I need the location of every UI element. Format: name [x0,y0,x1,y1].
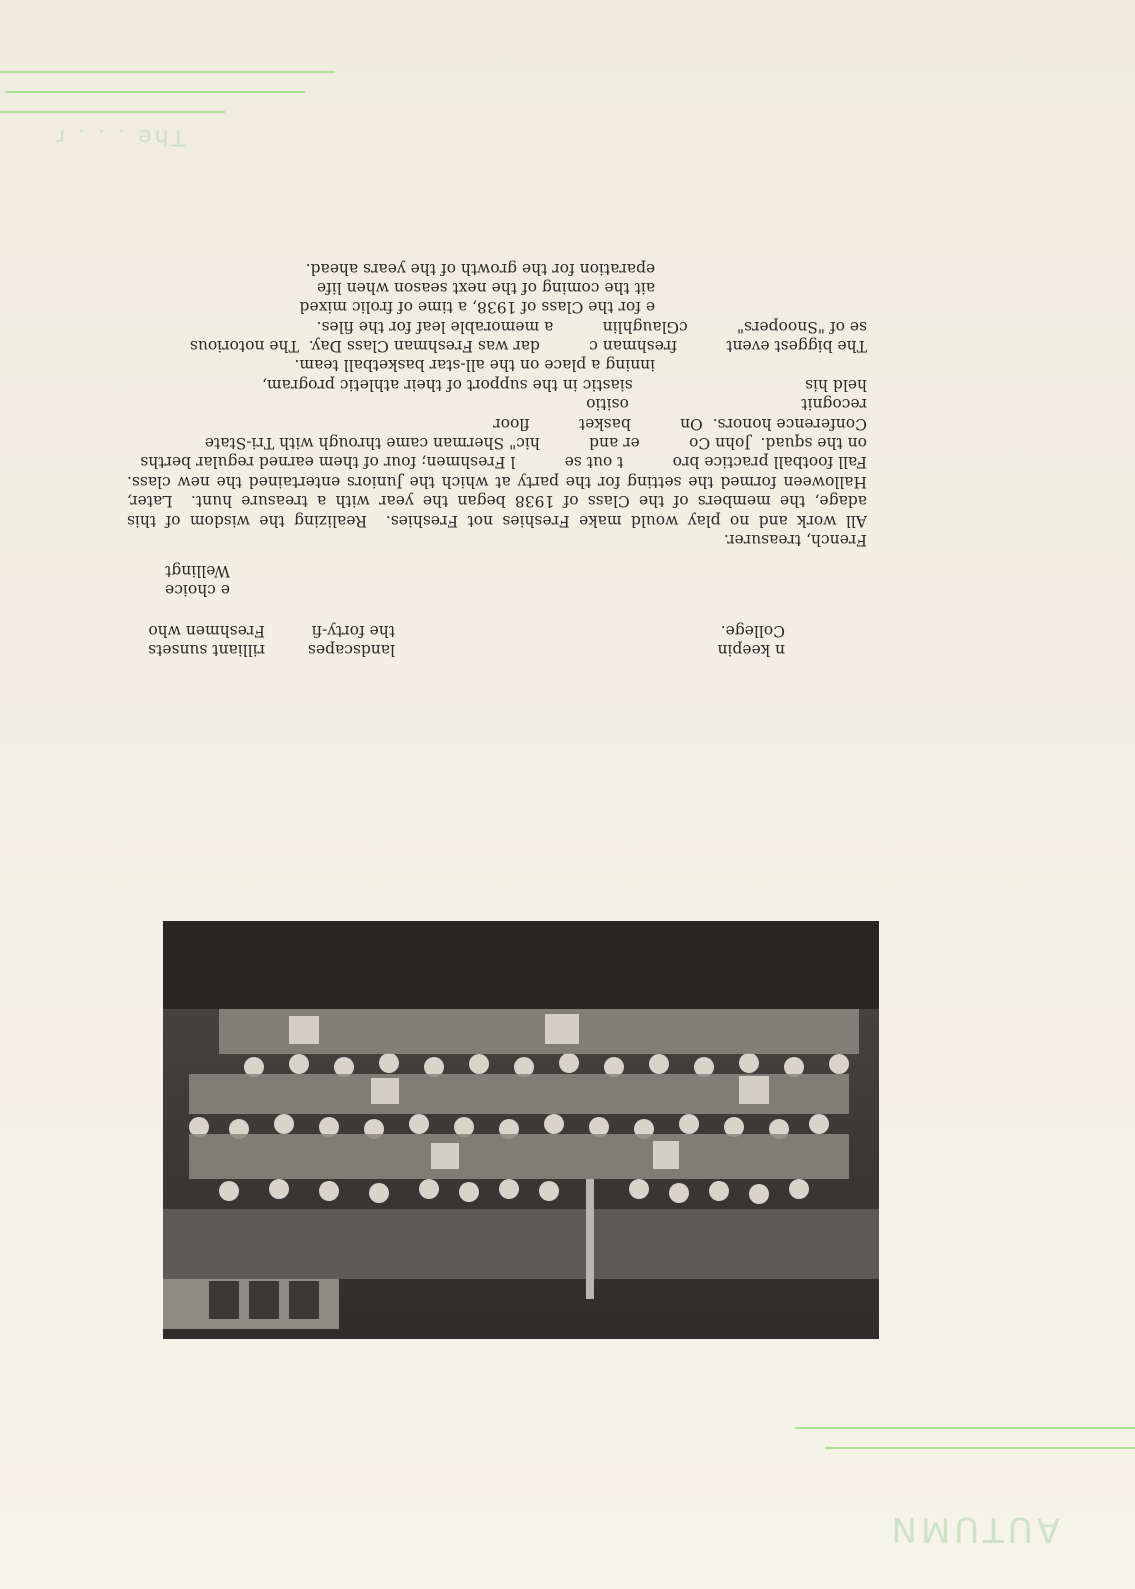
footer-rule-bottom [825,1447,1135,1449]
paragraph-line: se of "Snoopers" cGlaughlin a memorable leaf for the files. [316,317,867,336]
paragraph-line: on the squad. John Co er and hic" Sherman came through with Tri-State [204,434,867,453]
fragment-line: Freshmen who [148,621,265,640]
fragment-line: rilliant sunsets [148,641,265,659]
footer-section-title: AUTUMN [887,1509,1060,1549]
paragraph-line: held his siastic in the support of their athletic program, [262,375,867,394]
freshman-class-paragraph [127,258,867,549]
header-rule-short [0,111,225,113]
paragraph-line: The biggest event freshman c dar was Freshman Class Day. The notorious [189,337,867,356]
fragment-choice [140,560,230,599]
fragment-line: the forty-fi [311,621,395,640]
paragraph-line: adage, the members of the Class of 1938 began the year with a treasure hunt. Later, [127,492,867,511]
paragraph-line: French, treasurer. [723,531,867,549]
fragment-line: Wellingt [165,561,230,580]
paragraph-line: e for the Class of 1938, a time of frolic mixed [299,298,867,317]
fragment-line: College. [720,621,785,640]
paragraph-line: ait the coming of the next season when life [316,278,867,297]
paragraph-line: All work and no play would make Freshies not Freshies. Realizing the wisdom of this [127,511,867,530]
fragment-column-left [665,620,785,659]
fragment-line: n keepin [717,641,785,659]
paragraph-line: recognit ositio [586,395,867,414]
paragraph-line: Fall football practice bro t out se l Freshmen; four of them earned regular berths [140,453,867,472]
fragment-column-mid [255,620,395,659]
header-rule-mid [5,91,305,93]
fragment-line: landscapes [307,641,395,659]
footer-rule-top [795,1427,1135,1429]
paragraph-line: Halloween formed the setting for the party at which the Juniors entertained the new class. [127,472,867,491]
paragraph-line: eparation for the growth of the years ahead. [305,259,867,278]
paragraph-line: inning a place on the all-star basketball team. [294,356,867,375]
header-rule-long [0,71,335,73]
header-section-title: The . . . r [53,124,185,149]
fragment-line: e choice [165,581,230,599]
paragraph-line: Conference honors. On basket floor [493,414,867,433]
fragment-column-right [115,620,265,659]
freshman-class-group-photo [163,921,879,1339]
